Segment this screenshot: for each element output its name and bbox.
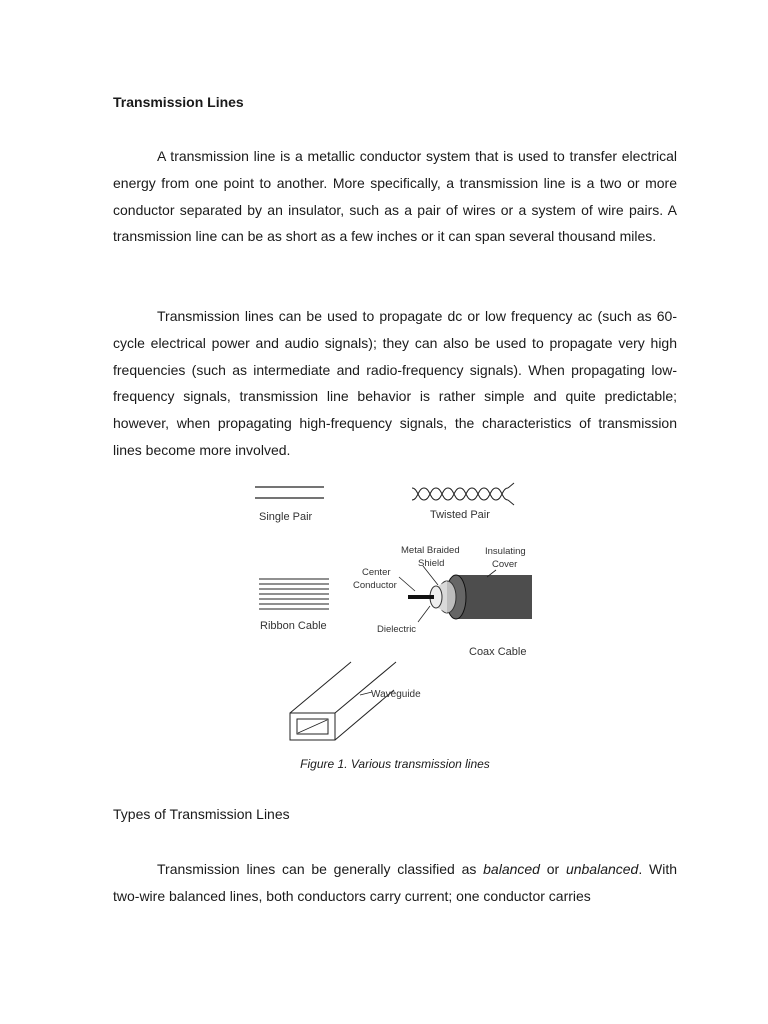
label-waveguide: Waveguide [371,689,421,700]
label-metal-braided-shield-1: Metal Braided [401,545,460,556]
waveguide-diagram [290,662,396,740]
term-balanced: balanced [483,861,540,877]
label-coax-cable: Coax Cable [469,646,527,658]
label-ribbon-cable: Ribbon Cable [260,620,327,632]
paragraph-types-after: . With two-wire balanced lines, both conductors carry current; one conductor carries [113,861,677,904]
paragraph-intro-text: A transmission line is a metallic conductor system that is used to transfer electrical energy from one point to another. More specifically, a transmission line is a two or more conductor separated by an insulator, such as a pair of wires or a system of wire pairs. A transmission line can be as short as a few inches or it can span several thousand miles. [113,148,677,245]
term-unbalanced: unbalanced [565,861,639,877]
paragraph-propagation-text: Transmission lines can be used to propagate dc or low frequency ac (such as 60-cycle electrical power and audio signals); they can also be used to propagate very high frequencies (such as intermediate and radio-frequency signals). When propagating low-frequency signals, transmission line behavior is rather simple and quite predictable; however, when propagating high-frequency signals, the characteristics of transmission lines become more involved. [113,308,677,458]
ribbon-cable-diagram [259,579,329,609]
figure-caption: Figure 1. Various transmission lines [300,757,490,771]
label-twisted-pair: Twisted Pair [430,509,490,521]
label-single-pair: Single Pair [259,511,313,523]
twisted-pair-diagram [412,483,514,505]
single-pair-diagram [255,487,324,498]
label-insulating-cover-2: Cover [492,559,518,570]
paragraph-types-before: Transmission lines can be generally classified as [157,861,484,877]
label-metal-braided-shield-2: Shield [418,558,445,569]
label-insulating-cover-1: Insulating [485,546,526,557]
paragraph-types-middle: or [539,861,566,877]
section-heading: Types of Transmission Lines [113,806,290,822]
coax-cable-diagram [399,566,532,622]
label-center-conductor-1: Center [362,567,391,578]
label-dielectric: Dielectric [377,624,417,635]
label-center-conductor-2: Conductor [353,580,397,591]
document-title: Transmission Lines [113,94,244,110]
paragraph-types [113,856,677,910]
